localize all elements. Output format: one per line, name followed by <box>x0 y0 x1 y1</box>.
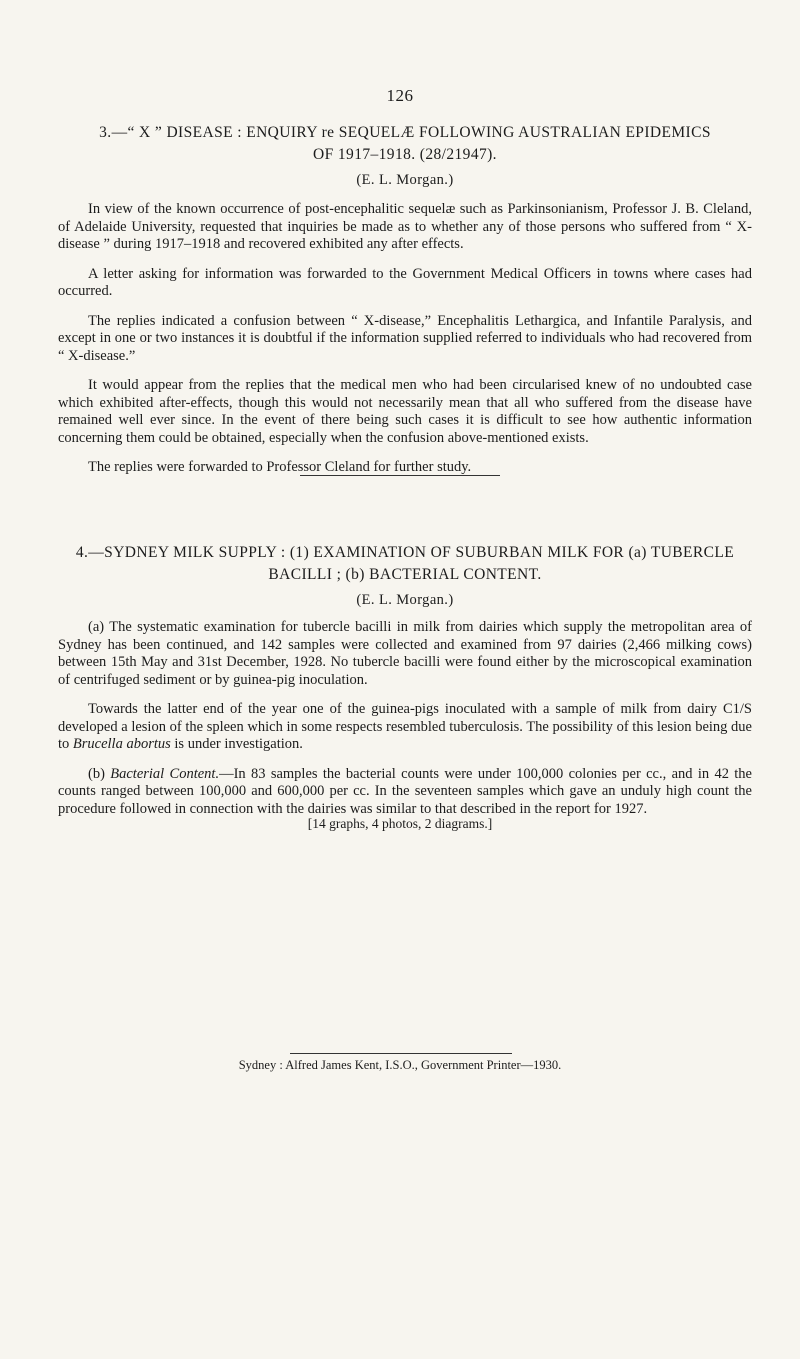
paragraph: A letter asking for information was forwarded to the Government Medical Officers in towns where cases had occurred. <box>58 265 752 299</box>
section-heading-line1: 3.—“ X ” DISEASE : ENQUIRY re SEQUELÆ FOLLOWING AUSTRALIAN EPIDEMICS <box>99 124 711 141</box>
section-author: (E. L. Morgan.) <box>356 592 454 608</box>
paragraph <box>58 766 752 819</box>
paragraph: The replies indicated a confusion between “ X-disease,” Encephalitis Lethargica, and Infantile Paralysis, and except in one or two instances it is doubtful if the information supplied referred to individuals who had recovered from “ X-disease.” <box>58 312 752 364</box>
section-divider <box>300 475 500 476</box>
paragraph-text: Towards the latter end of the year one of the guinea-pigs inoculated with a sample of milk from dairy C1/S developed a lesion of the spleen which in some respects resembled tuberculosis. The possibility of this lesion being due to <box>58 701 752 752</box>
paragraph-text: The systematic examination for tubercle bacilli in milk from dairies which supply the metropolitan area of Sydney has been continued, and 142 samples were collected and examined from 97 dairies (2,466 milking cows) between 15th May and 31st December, 1928. No tubercle bacilli were found either by the microscopical examination of centrifuged sediment or by guinea-pig inoculation. <box>58 619 752 688</box>
paragraph-text: —In 83 samples the bacterial counts were under 100,000 colonies per cc., and in 42 the counts ranged between 100,000 and 600,000 per cc. In the seventeen samples which gave an unduly high count the procedure followed in connection with the dairies was similar to that described in the report for 1927. <box>58 765 752 817</box>
printer-imprint: Sydney : Alfred James Kent, I.S.O., Government Printer—1930. <box>238 1058 562 1072</box>
section-author: (E. L. Morgan.) <box>356 172 454 188</box>
paragraph: In view of the known occurrence of post-encephalitic sequelæ such as Parkinsonianism, Professor J. B. Cleland, of Adelaide University, requested that inquiries be made as to whether any of those persons who suffered from “ X-disease ” during 1917–1918 and recovered exhibited any after effects. <box>58 201 752 252</box>
section-milk-supply <box>58 542 752 818</box>
paragraph: It would appear from the replies that the medical men who had been circularised knew of no undoubted case which exhibited after-effects, though this would not necessarily mean that all who suffered from the disease have remained well ever since. In the event of there being such cases it is difficult to see how authentic information concerning them could be obtained, especially when the confusion above-mentioned exists. <box>58 377 752 446</box>
paragraph <box>58 701 752 754</box>
page-number: 126 <box>386 86 414 105</box>
section-heading-line1: 4.—SYDNEY MILK SUPPLY : (1) EXAMINATION OF SUBURBAN MILK FOR (a) TUBERCLE <box>75 544 735 561</box>
figures-note: [14 graphs, 4 photos, 2 diagrams.] <box>307 816 493 831</box>
paragraph: The replies were forwarded to Professor Cleland for further study. <box>88 459 472 475</box>
paragraph-text: is under investigation. <box>170 736 303 752</box>
paragraph-label: (b) <box>88 765 105 782</box>
section-heading-line2: BACILLI ; (b) BACTERIAL CONTENT. <box>268 566 542 583</box>
imprint-divider <box>290 1053 512 1054</box>
paragraph-italic: Brucella abortus <box>72 736 171 752</box>
section-heading-line2: OF 1917–1918. (28/21947). <box>313 146 497 163</box>
paragraph-label: (a) <box>88 619 105 635</box>
paragraph <box>58 619 752 689</box>
paragraph-italic: Bacterial Content. <box>104 765 220 782</box>
section-x-disease <box>58 122 752 477</box>
